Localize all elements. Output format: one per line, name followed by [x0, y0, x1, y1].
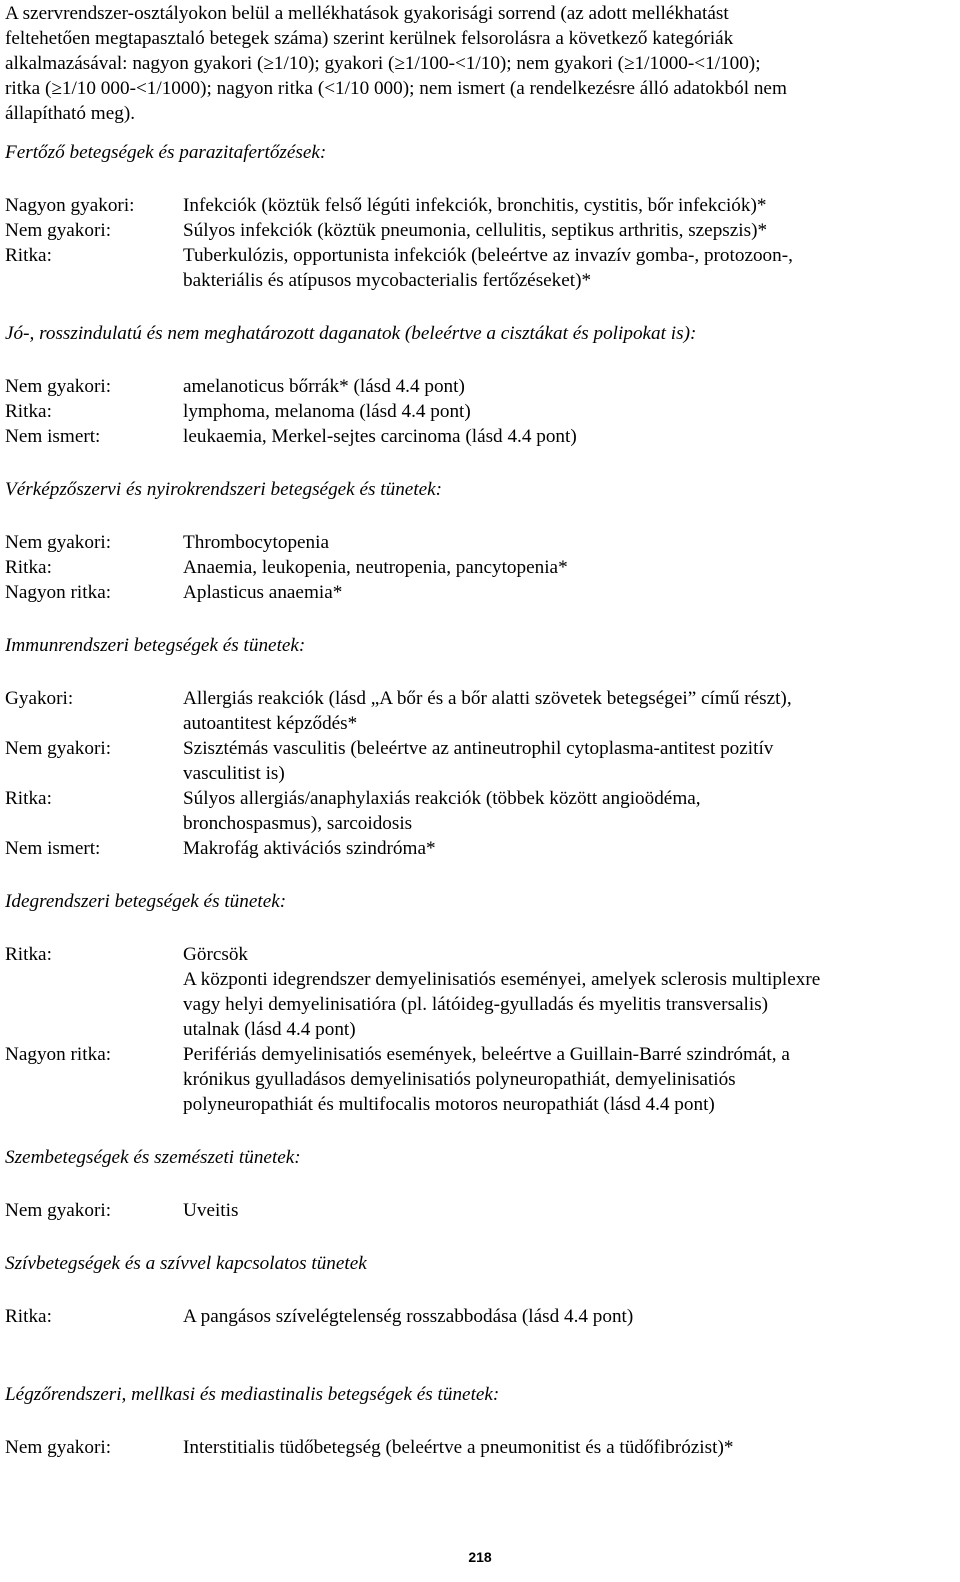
entry-row — [5, 942, 960, 1042]
entry-text — [183, 836, 960, 861]
entry-line: autoantitest képződés* — [183, 713, 358, 734]
entry-line: Anaemia, leukopenia, neutropenia, pancytopenia* — [183, 557, 568, 578]
section-title: Légzőrendszeri, mellkasi és mediastinalis betegségek és tünetek: — [5, 1384, 500, 1405]
entry-text — [183, 580, 960, 605]
entry-line: lymphoma, melanoma (lásd 4.4 pont) — [183, 401, 471, 422]
entry-row — [5, 1435, 960, 1460]
entry-line: utalnak (lásd 4.4 pont) — [183, 1019, 356, 1040]
entry-row — [5, 736, 960, 786]
entry-text — [183, 1042, 960, 1117]
section-title: Vérképzőszervi és nyirokrendszeri betegségek és tünetek: — [5, 479, 443, 500]
entry-text — [183, 243, 960, 293]
entry-row — [5, 580, 960, 605]
section-infections — [5, 140, 960, 293]
frequency-label: Ritka: — [5, 245, 52, 266]
entry-row — [5, 1198, 960, 1223]
entry-line: Súlyos allergiás/anaphylaxiás reakciók (többek között angioödéma, — [183, 788, 701, 809]
entry-line: A pangásos szívelégtelenség rosszabbodása (lásd 4.4 pont) — [183, 1306, 634, 1327]
entry-line: bronchospasmus), sarcoidosis — [183, 813, 413, 834]
intro-line: feltehetően megtapasztaló betegek száma) szerint kerülnek felsorolásra a következő kategóriák — [5, 28, 734, 49]
entry-list — [5, 686, 960, 861]
entry-row — [5, 243, 960, 293]
section-immune — [5, 633, 960, 861]
page-number: 218 — [468, 1549, 492, 1565]
entry-text — [183, 424, 960, 449]
frequency-label: Nem gyakori: — [5, 1200, 112, 1221]
entry-row — [5, 374, 960, 399]
entry-text — [183, 374, 960, 399]
intro-paragraph — [5, 0, 955, 126]
section-cardiac — [5, 1251, 960, 1329]
frequency-label: Nem gyakori: — [5, 1437, 112, 1458]
entry-line: Interstitialis tüdőbetegség (beleértve a pneumonitist és a tüdőfibrózist)* — [183, 1437, 734, 1458]
entry-line: Infekciók (köztük felső légúti infekciók, bronchitis, cystitis, bőr infekciók)* — [183, 195, 767, 216]
section-nervous-system — [5, 889, 960, 1117]
section-respiratory — [5, 1382, 960, 1460]
frequency-label: Nem gyakori: — [5, 220, 112, 241]
entry-list — [5, 1198, 960, 1223]
entry-line: Uveitis — [183, 1200, 239, 1221]
entry-list — [5, 1304, 960, 1329]
entry-row — [5, 1042, 960, 1117]
entry-list — [5, 942, 960, 1117]
section-title: Immunrendszeri betegségek és tünetek: — [5, 635, 306, 656]
section-blood-lymphatic — [5, 477, 960, 605]
entry-text — [183, 399, 960, 424]
entry-line: Szisztémás vasculitis (beleértve az antineutrophil cytoplasma-antitest pozitív — [183, 738, 774, 759]
entry-text — [183, 218, 960, 243]
entry-line: Tuberkulózis, opportunista infekciók (beleértve az invazív gomba-, protozoon-, — [183, 245, 793, 266]
entry-text — [183, 1435, 960, 1460]
entry-line: polyneuropathiát és multifocalis motoros neuropathiát (lásd 4.4 pont) — [183, 1094, 715, 1115]
frequency-label: Nem ismert: — [5, 426, 101, 447]
frequency-label: Nagyon ritka: — [5, 582, 112, 603]
document-page — [5, 0, 960, 1460]
entry-line: leukaemia, Merkel-sejtes carcinoma (lásd 4.4 pont) — [183, 426, 577, 447]
frequency-label: Ritka: — [5, 557, 52, 578]
intro-line: állapítható meg). — [5, 103, 136, 124]
entry-list — [5, 374, 960, 449]
entry-text — [183, 1304, 960, 1329]
entry-text — [183, 193, 960, 218]
entry-line: amelanoticus bőrrák* (lásd 4.4 pont) — [183, 376, 465, 397]
entry-row — [5, 555, 960, 580]
entry-row — [5, 193, 960, 218]
section-title: Fertőző betegségek és parazitafertőzések: — [5, 142, 327, 163]
frequency-label: Nagyon ritka: — [5, 1044, 112, 1065]
section-eye — [5, 1145, 960, 1223]
entry-row — [5, 399, 960, 424]
frequency-label: Ritka: — [5, 788, 52, 809]
frequency-label: Nem gyakori: — [5, 738, 112, 759]
entry-row — [5, 424, 960, 449]
section-neoplasms — [5, 321, 960, 449]
entry-line: Görcsök — [183, 944, 249, 965]
entry-line: Allergiás reakciók (lásd „A bőr és a bőr alatti szövetek betegségei” című részt), — [183, 688, 792, 709]
section-title: Szembetegségek és szemészeti tünetek: — [5, 1147, 301, 1168]
entry-line: Thrombocytopenia — [183, 532, 329, 553]
entry-text — [183, 686, 960, 736]
entry-list — [5, 193, 960, 293]
frequency-label: Nem gyakori: — [5, 532, 112, 553]
entry-row — [5, 686, 960, 736]
frequency-label: Ritka: — [5, 401, 52, 422]
intro-line: alkalmazásával: nagyon gyakori (≥1/10); gyakori (≥1/100-<1/10); nem gyakori (≥1/1000-<1/100); — [5, 53, 761, 74]
frequency-label: Ritka: — [5, 944, 52, 965]
section-title: Idegrendszeri betegségek és tünetek: — [5, 891, 287, 912]
entry-line: vasculitist is) — [183, 763, 285, 784]
entry-row — [5, 1304, 960, 1329]
entry-line: Perifériás demyelinisatiós események, beleértve a Guillain-Barré szindrómát, a — [183, 1044, 790, 1065]
section-title: Szívbetegségek és a szívvel kapcsolatos tünetek — [5, 1253, 367, 1274]
frequency-label: Nem ismert: — [5, 838, 101, 859]
intro-line: ritka (≥1/10 000-<1/1000); nagyon ritka (<1/10 000); nem ismert (a rendelkezésre álló adatokból nem — [5, 78, 787, 99]
frequency-label: Nem gyakori: — [5, 376, 112, 397]
entry-line: vagy helyi demyelinisatióra (pl. látóideg-gyulladás és myelitis transversalis) — [183, 994, 769, 1015]
intro-line: A szervrendszer-osztályokon belül a mellékhatások gyakorisági sorrend (az adott mellékhatást — [5, 3, 729, 24]
entry-line: A központi idegrendszer demyelinisatiós eseményei, amelyek sclerosis multiplexre — [183, 969, 821, 990]
entry-row — [5, 786, 960, 836]
entry-text — [183, 736, 960, 786]
entry-text — [183, 555, 960, 580]
frequency-label: Gyakori: — [5, 688, 74, 709]
frequency-label: Nagyon gyakori: — [5, 195, 135, 216]
entry-line: bakteriális és atípusos mycobacterialis fertőzéseket)* — [183, 270, 592, 291]
entry-text — [183, 1198, 960, 1223]
entry-line: Aplasticus anaemia* — [183, 582, 343, 603]
section-title: Jó-, rosszindulatú és nem meghatározott daganatok (beleértve a cisztákat és polipokat is): — [5, 323, 697, 344]
entry-line: krónikus gyulladásos demyelinisatiós polyneuropathiát, demyelinisatiós — [183, 1069, 736, 1090]
entry-line: Súlyos infekciók (köztük pneumonia, cellulitis, septikus arthritis, szepszis)* — [183, 220, 768, 241]
entry-text — [183, 786, 960, 836]
entry-text — [183, 530, 960, 555]
entry-text — [183, 942, 960, 1042]
entry-row — [5, 836, 960, 861]
entry-list — [5, 1435, 960, 1460]
entry-line: Makrofág aktivációs szindróma* — [183, 838, 436, 859]
frequency-label: Ritka: — [5, 1306, 52, 1327]
entry-row — [5, 530, 960, 555]
entry-row — [5, 218, 960, 243]
entry-list — [5, 530, 960, 605]
